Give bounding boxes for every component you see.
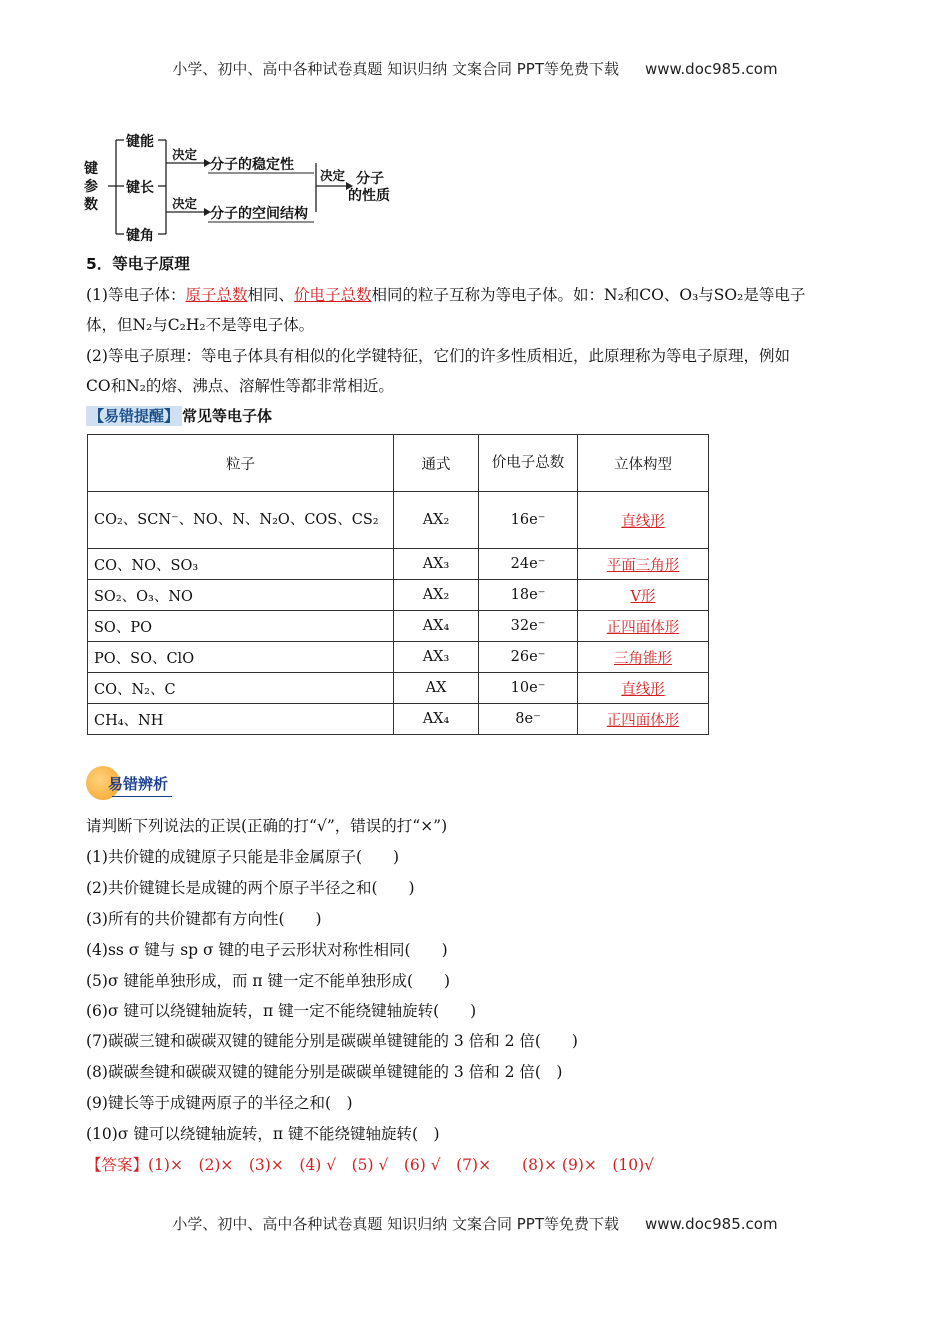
highlight-valence-electron-count: 价电子总数 <box>294 286 372 304</box>
cell-particles: SO、PO <box>88 611 394 642</box>
cell-shape: 平面三角形 <box>606 557 680 574</box>
cell-electrons: 18e⁻ <box>479 580 578 611</box>
table-row <box>88 549 709 580</box>
cell-formula: AX₂ <box>394 492 479 549</box>
diagram-param-energy: 键能 <box>126 134 154 150</box>
cell-particles: CO₂、SCN⁻、NO、N、N₂O、COS、CS₂ <box>88 492 394 549</box>
quiz-item: (1)共价键的成键原子只能是非金属原子( ) <box>86 848 400 866</box>
diagram-decide-1: 决定 <box>172 147 198 162</box>
diagram-root: 键参数 <box>84 161 98 213</box>
cell-shape: V形 <box>630 588 656 605</box>
error-tip-tag: 【易错提醒】 <box>86 406 182 426</box>
cell-formula: AX₂ <box>394 580 479 611</box>
badge-label: 易错辨析 <box>108 775 169 793</box>
section-title: 5．等电子原理 <box>86 255 190 273</box>
cell-electrons: 32e⁻ <box>479 611 578 642</box>
cell-formula: AX₃ <box>394 549 479 580</box>
diagram-param-length: 键长 <box>126 180 154 196</box>
footer-url[interactable]: www.doc985.com <box>644 1215 778 1233</box>
cell-particles: CO、N₂、C <box>88 673 394 704</box>
cell-particles: SO₂、O₃、NO <box>88 580 394 611</box>
table-header-row <box>88 435 709 492</box>
paragraph-2-line-2: CO和N₂的熔、沸点、溶解性等都非常相近。 <box>86 377 394 395</box>
bond-parameter-diagram <box>84 128 414 246</box>
error-analysis-badge <box>86 766 186 802</box>
cell-electrons: 26e⁻ <box>479 642 578 673</box>
table-row <box>88 642 709 673</box>
isoelectronic-table <box>87 434 709 735</box>
diagram-param-angle: 键角 <box>126 228 154 244</box>
cell-shape: 直线形 <box>621 681 665 698</box>
cell-shape: 三角锥形 <box>614 650 672 667</box>
cell-electrons: 24e⁻ <box>479 549 578 580</box>
cell-formula: AX₄ <box>394 611 479 642</box>
cell-formula: AX <box>394 673 479 704</box>
cell-electrons: 10e⁻ <box>479 673 578 704</box>
header-particles: 粒子 <box>88 435 394 492</box>
quiz-item: (8)碳碳叁键和碳碳双键的键能分别是碳碳单键键能的 3 倍和 2 倍( ) <box>86 1063 563 1081</box>
paragraph-2-line-1: (2)等电子原理：等电子体具有相似的化学键特征，它们的许多性质相近，此原理称为等电子原理，例如 <box>86 347 790 365</box>
cell-particles: CO、NO、SO₃ <box>88 549 394 580</box>
table-row <box>88 611 709 642</box>
error-tip-heading <box>86 405 272 426</box>
error-tip-title: 常见等电子体 <box>182 407 273 425</box>
quiz-item: (3)所有的共价键都有方向性( ) <box>86 910 322 928</box>
table-row <box>88 580 709 611</box>
diagram-outcome-structure: 分子的空间结构 <box>210 206 308 222</box>
cell-shape: 正四面体形 <box>606 619 680 636</box>
cell-electrons: 8e⁻ <box>479 704 578 735</box>
header-electrons: 价电子总数 <box>479 435 578 492</box>
cell-shape: 正四面体形 <box>606 712 680 729</box>
page-footer <box>0 1213 950 1234</box>
diagram-final-1: 分子 <box>356 171 384 187</box>
quiz-item: (5)σ 键能单独形成，而 π 键一定不能单独形成( ) <box>86 972 451 990</box>
page-header <box>0 58 950 79</box>
quiz-item: (10)σ 键可以绕键轴旋转，π 键不能绕键轴旋转( ) <box>86 1125 440 1143</box>
diagram-outcome-stability: 分子的稳定性 <box>210 157 294 173</box>
quiz-answer: 【答案】(1)× (2)× (3)× (4) √ (5) √ (6) √ (7)× (8)× (9)× (10)√ <box>86 1156 655 1174</box>
header-text: 小学、初中、高中各种试卷真题 知识归纳 文案合同 PPT等免费下载 <box>172 60 619 78</box>
quiz-item: (7)碳碳三键和碳碳双键的键能分别是碳碳单键键能的 3 倍和 2 倍( ) <box>86 1032 578 1050</box>
cell-formula: AX₄ <box>394 704 479 735</box>
paragraph-1-line-2: 体，但N₂与C₂H₂不是等电子体。 <box>86 316 315 334</box>
footer-text: 小学、初中、高中各种试卷真题 知识归纳 文案合同 PPT等免费下载 <box>172 1215 619 1233</box>
cell-shape: 直线形 <box>621 513 665 530</box>
cell-particles: CH₄、NH <box>88 704 394 735</box>
cell-particles: PO、SO、ClO <box>88 642 394 673</box>
diagram-final-2: 的性质 <box>348 188 390 204</box>
quiz-item: (2)共价键键长是成键的两个原子半径之和( ) <box>86 879 415 897</box>
quiz-item: (6)σ 键可以绕键轴旋转，π 键一定不能绕键轴旋转( ) <box>86 1002 477 1020</box>
table-row <box>88 673 709 704</box>
header-shape: 立体构型 <box>578 435 709 492</box>
table-row <box>88 492 709 549</box>
header-formula: 通式 <box>394 435 479 492</box>
diagram-decide-3: 决定 <box>320 168 346 183</box>
table-row <box>88 704 709 735</box>
quiz-item: (9)键长等于成键两原子的半径之和( ) <box>86 1094 353 1112</box>
quiz-item: (4)ss σ 键与 sp σ 键的电子云形状对称性相同( ) <box>86 941 448 959</box>
badge-underline <box>112 796 172 797</box>
quiz-intro: 请判断下列说法的正误(正确的打“√”，错误的打“×”) <box>86 817 448 835</box>
highlight-atom-count: 原子总数 <box>185 286 248 304</box>
header-url[interactable]: www.doc985.com <box>644 60 778 78</box>
cell-formula: AX₃ <box>394 642 479 673</box>
diagram-decide-2: 决定 <box>172 196 198 211</box>
cell-electrons: 16e⁻ <box>479 492 578 549</box>
paragraph-1-line-1: (1)等电子体：原子总数相同、价电子总数相同的粒子互称为等电子体。如：N₂和CO、O₃与SO₂是等电子 <box>86 286 806 304</box>
